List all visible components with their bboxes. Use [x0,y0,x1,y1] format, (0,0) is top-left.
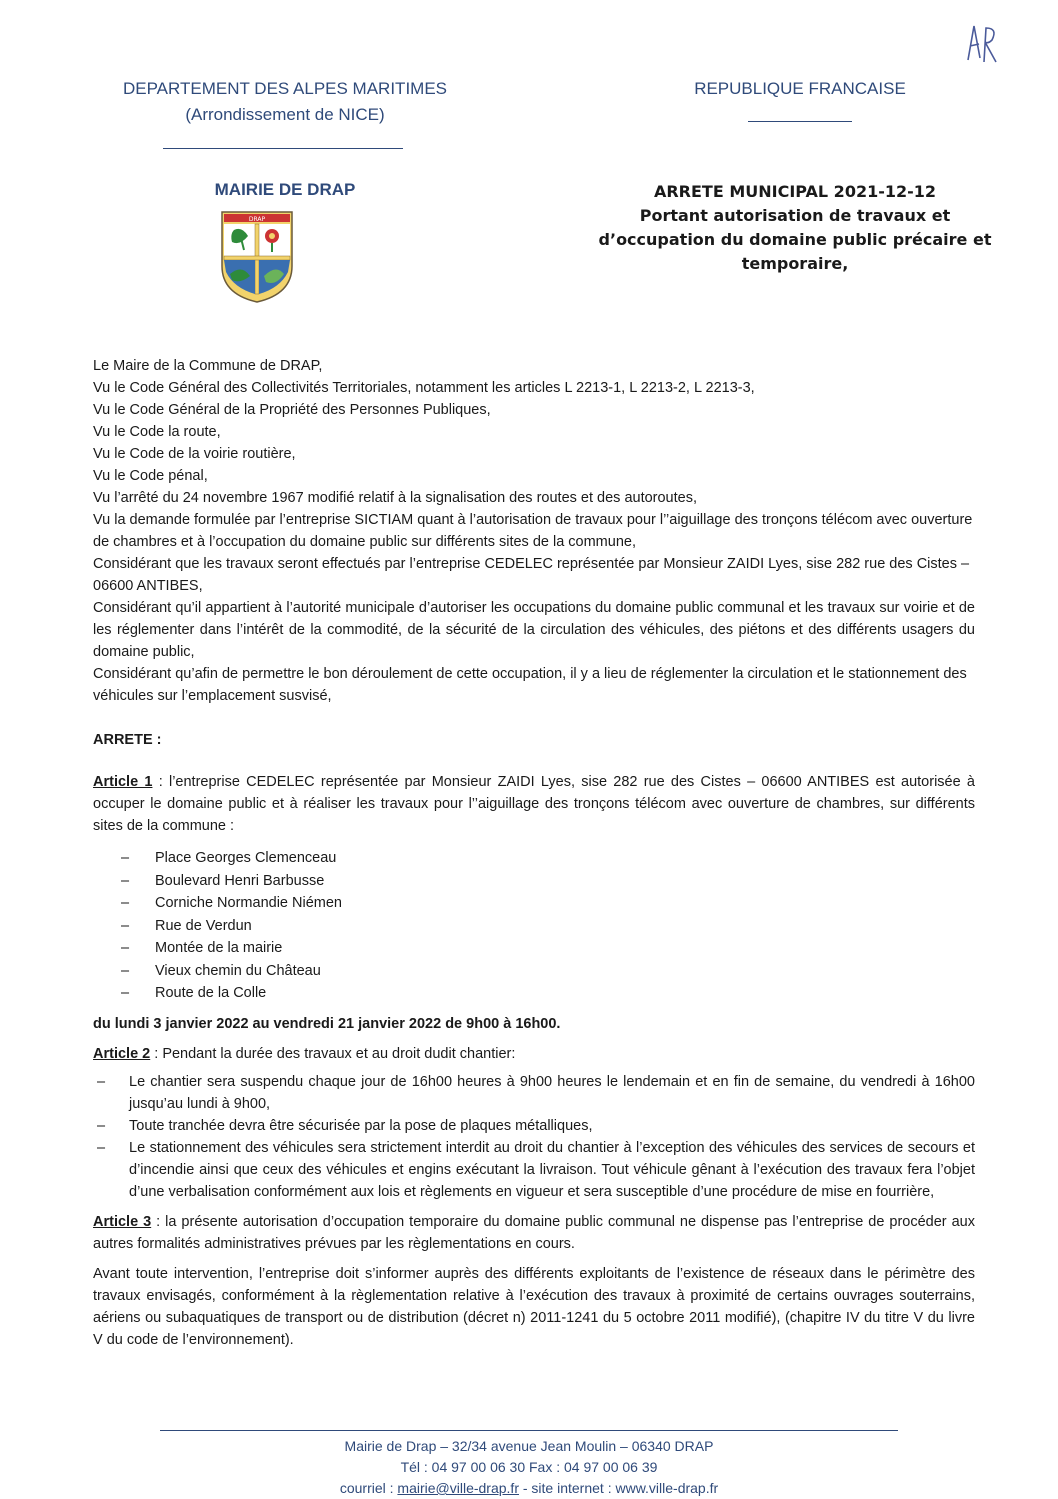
footer-address: Mairie de Drap – 32/34 avenue Jean Moulin – 06340 DRAP [344,1438,714,1454]
list-item: – Le stationnement des véhicules sera strictement interdit au droit du chantier à l’exception des véhicules des services de secours et d’incendie ainsi que ceux des véhicules et engins exécutant la livraison. Tout véhicule gênant à l’exécution des travaux fera l’objet d’une verbalisation conformément aux lois et règlements en vigueur et sera susceptible d’une procédure de mise en fourrière, [97,1139,975,1200]
article-1 [93,771,975,837]
header-left [100,76,470,128]
crest-label: DRAP [248,216,266,223]
footer [160,1436,898,1499]
list-item: – Le chantier sera suspendu chaque jour de 16h00 heures à 9h00 heures le lendemain et en fin de semaine, du vendredi à 16h00 jusqu’au lundi à 9h00, [97,1073,975,1112]
header-left-rule [163,148,403,149]
decree-subject-line-1: Portant autorisation de travaux et [639,206,951,225]
preamble-vu-1: Vu le Code Général des Collectivités Territoriales, notamment les articles L 2213-1, L 2213-2, L 2213-3, [93,380,755,396]
preamble-vu-4: Vu le Code de la voirie routière, [93,446,296,462]
header-right-rule [748,121,852,122]
arrete-heading: ARRETE : [93,732,162,748]
decree-title [560,180,1030,276]
preamble-vu-6: Vu l’arrêté du 24 novembre 1967 modifié relatif à la signalisation des routes et des autoroutes, [93,490,697,506]
department-name: DEPARTEMENT DES ALPES MARITIMES [122,79,448,98]
document-body [93,355,975,1351]
list-item: – Toute tranchée devra être sécurisée par la pose de plaques métalliques, [97,1117,593,1134]
article-2-text: : Pendant la durée des travaux et au droit dudit chantier: [150,1045,516,1062]
republic-name: REPUBLIQUE FRANCAISE [694,79,906,98]
header-right [650,76,950,102]
preamble-vu-2: Vu le Code Général de la Propriété des Personnes Publiques, [93,402,491,418]
footer-contact: courriel : mairie@ville-drap.fr - site internet : www.ville-drap.fr [339,1480,719,1496]
preamble-intro: Le Maire de la Commune de DRAP, [93,358,323,374]
site-list [93,847,975,1005]
list-item: – Corniche Normandie Niémen [121,895,342,911]
preamble-considerant-3: Considérant qu’afin de permettre le bon déroulement de cette occupation, il y a lieu de réglementer la circulation et le stationnement des véhicules sur l’emplacement susvisé, [93,666,967,704]
mairie-title: MAIRIE DE DRAP [214,180,356,199]
decree-number: ARRETE MUNICIPAL 2021-12-12 [653,182,937,201]
footer-email-link[interactable]: mairie@ville-drap.fr [397,1480,519,1496]
article-1-label: Article 1 [93,774,153,790]
decree-subject-line-3: temporaire, [741,254,849,273]
article-1-text: : l’entreprise CEDELEC représentée par Monsieur ZAIDI Lyes, sise 282 rue des Cistes – 06600 ANTIBES est autorisée à occuper le domaine public et à réaliser les travaux pour l’’aiguillage des tronçons télécom avec ouverture de chambres, sur différents sites de la commune : [93,774,975,834]
preamble-vu-3: Vu le Code la route, [93,424,221,440]
footer-website: - site internet : www.ville-drap.fr [518,1480,719,1496]
list-item: – Route de la Colle [121,985,267,1001]
preamble-considerant-2: Considérant qu’il appartient à l’autorité municipale d’autoriser les occupations du domaine public communal et les travaux sur voirie et de les réglementer dans l’intérêt de la commodité, de la sécurité de la circulation des véhicules, des piétons et des différents usagers du domaine public, [93,600,975,660]
handwritten-initials [960,18,1000,68]
list-item: – Vieux chemin du Château [121,962,321,979]
preamble-considerant-1: Considérant que les travaux seront effectués par l’entreprise CEDELEC représentée par Monsieur ZAIDI Lyes, sise 282 rue des Cistes – 06600 ANTIBES, [93,556,970,594]
list-item: – Montée de la mairie [121,940,283,956]
preamble-vu-5: Vu le Code pénal, [93,468,208,484]
article-3 [93,1211,975,1255]
works-period: du lundi 3 janvier 2022 au vendredi 21 janvier 2022 de 9h00 à 16h00. [93,1015,561,1032]
article-3-note: Avant toute intervention, l’entreprise doit s’informer auprès des différents exploitants de l’existence de réseaux dans le périmètre des travaux envisagés, conformément à la règlementation relative à l’exécution des travaux à proximité de certains ouvrages souterrains, aériens ou subaquatiques de transport ou de distribution (décret n) 2011-1241 du 5 octobre 2011 modifié), (chapitre IV du titre V du livre V du code de l’environnement). [93,1265,975,1348]
footer-phone: Tél : 04 97 00 06 30 Fax : 04 97 00 06 39 [400,1459,658,1475]
article-2 [93,1043,975,1065]
article-2-label: Article 2 [93,1045,151,1062]
list-item: – Boulevard Henri Barbusse [121,872,325,889]
preamble-vu-7: Vu la demande formulée par l’entreprise SICTIAM quant à l’autorisation de travaux pour l’’aiguillage des tronçons télécom avec ouverture de chambres et à l’occupation du domaine public sur différents sites de la commune, [93,512,973,550]
decree-subject-line-2: d’occupation du domaine public précaire et [598,230,992,249]
town-crest-icon [220,206,294,304]
footer-rule [160,1430,898,1431]
list-item: – Rue de Verdun [121,917,252,934]
arrondissement-name: (Arrondissement de NICE) [185,105,385,124]
article-2-list [93,1071,975,1203]
article-3-text: : la présente autorisation d’occupation temporaire du domaine public communal ne dispense pas l’entreprise de procéder aux autres formalités administratives prévues par les règlementations en cours. [93,1213,975,1252]
list-item: – Place Georges Clemenceau [121,850,337,866]
article-3-label: Article 3 [93,1213,152,1230]
